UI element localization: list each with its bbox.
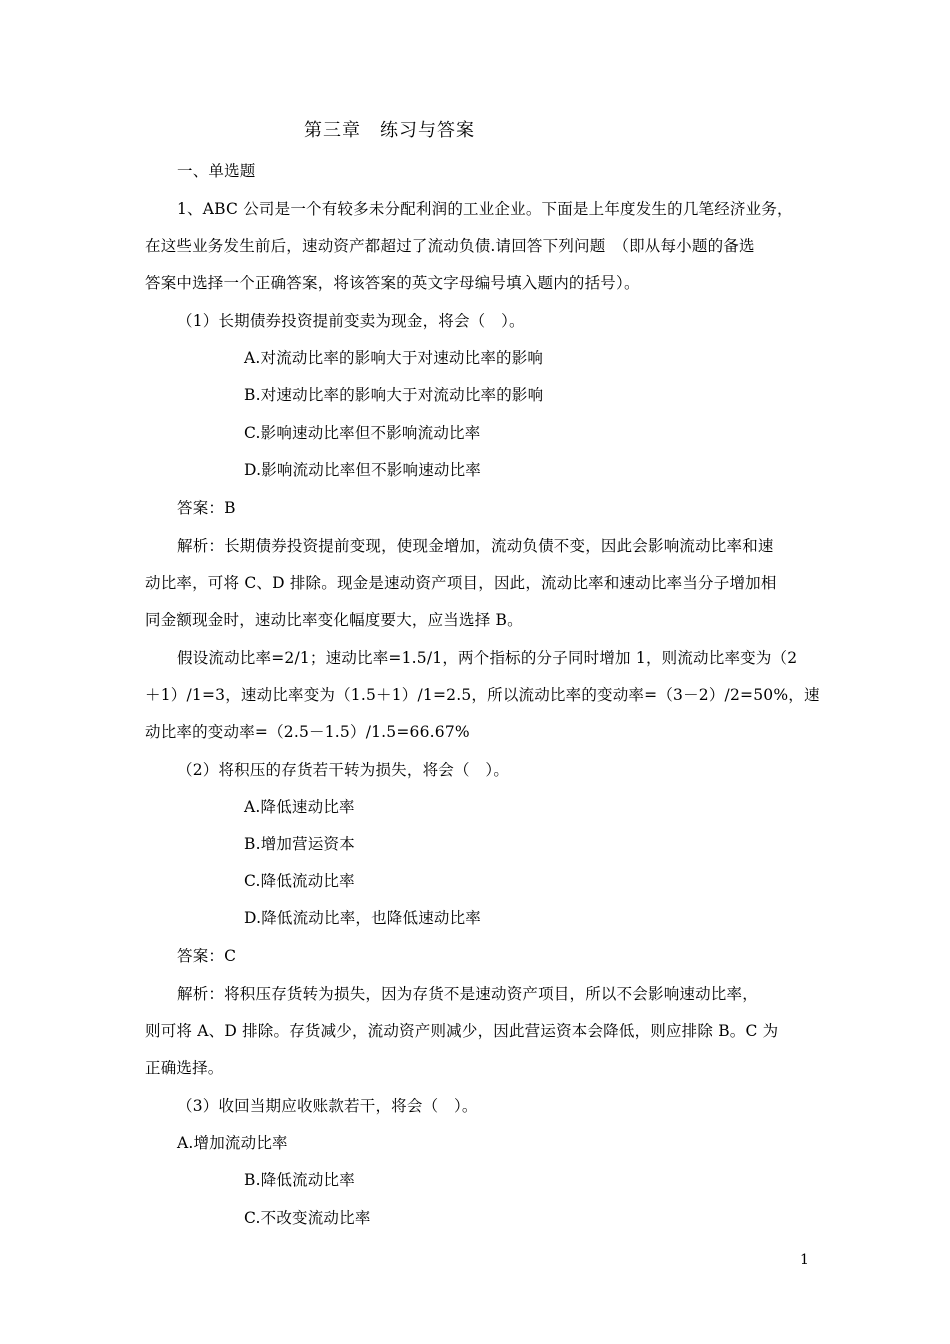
example-line: ＋1）/1=3，速动比率变为（1.5＋1）/1=2.5，所以流动比率的变动率=（3－2）/2=50%，速 <box>145 686 820 704</box>
intro-line: 在这些业务发生前后，速动资产都超过了流动负债.请回答下列问题 （即从每小题的备选 <box>145 237 755 255</box>
example-line: 假设流动比率=2/1；速动比率=1.5/1，两个指标的分子同时增加 1，则流动比率变为（2 <box>177 649 798 667</box>
intro-line: 答案中选择一个正确答案，将该答案的英文字母编号填入题内的括号）。 <box>145 274 640 292</box>
option: B.对速动比率的影响大于对流动比率的影响 <box>244 386 544 404</box>
answer: 答案：B <box>177 499 236 517</box>
question-stem: （3）收回当期应收账款若干，将会（ ）。 <box>177 1097 478 1115</box>
option: A.对流动比率的影响大于对速动比率的影响 <box>244 349 544 367</box>
analysis-line: 解析：将积压存货转为损失，因为存货不是速动资产项目，所以不会影响速动比率， <box>177 985 758 1003</box>
example-line: 动比率的变动率=（2.5－1.5）/1.5=66.67% <box>145 723 470 741</box>
option: D.影响流动比率但不影响速动比率 <box>244 461 482 479</box>
option: D.降低流动比率，也降低速动比率 <box>244 909 482 927</box>
option: C.不改变流动比率 <box>244 1209 371 1227</box>
intro-line: 1、ABC 公司是一个有较多未分配利润的工业企业。下面是上年度发生的几笔经济业务， <box>177 200 793 218</box>
analysis-line: 正确选择。 <box>145 1059 224 1077</box>
analysis-line: 则可将 A、D 排除。存货减少，流动资产则减少，因此营运资本会降低，则应排除 B。C 为 <box>145 1022 779 1040</box>
analysis-line: 解析：长期债券投资提前变现，使现金增加，流动负债不变，因此会影响流动比率和速 <box>177 537 774 555</box>
analysis-line: 动比率，可将 C、D 排除。现金是速动资产项目，因此，流动比率和速动比率当分子增加相 <box>145 574 777 592</box>
option: A.降低速动比率 <box>244 798 355 816</box>
option: C.影响速动比率但不影响流动比率 <box>244 424 481 442</box>
option: A.增加流动比率 <box>177 1134 288 1152</box>
section-heading: 一、单选题 <box>177 162 256 180</box>
page-number: 1 <box>800 1252 810 1268</box>
question-stem: （1）长期债券投资提前变卖为现金，将会（ ）。 <box>177 312 525 330</box>
question-stem: （2）将积压的存货若干转为损失，将会（ ）。 <box>177 761 510 779</box>
answer: 答案：C <box>177 947 237 965</box>
option: B.增加营运资本 <box>244 835 355 853</box>
option: B.降低流动比率 <box>244 1171 355 1189</box>
option: C.降低流动比率 <box>244 872 355 890</box>
analysis-line: 同金额现金时，速动比率变化幅度要大，应当选择 B。 <box>145 611 523 629</box>
chapter-title: 第三章 练习与答案 <box>304 120 475 141</box>
